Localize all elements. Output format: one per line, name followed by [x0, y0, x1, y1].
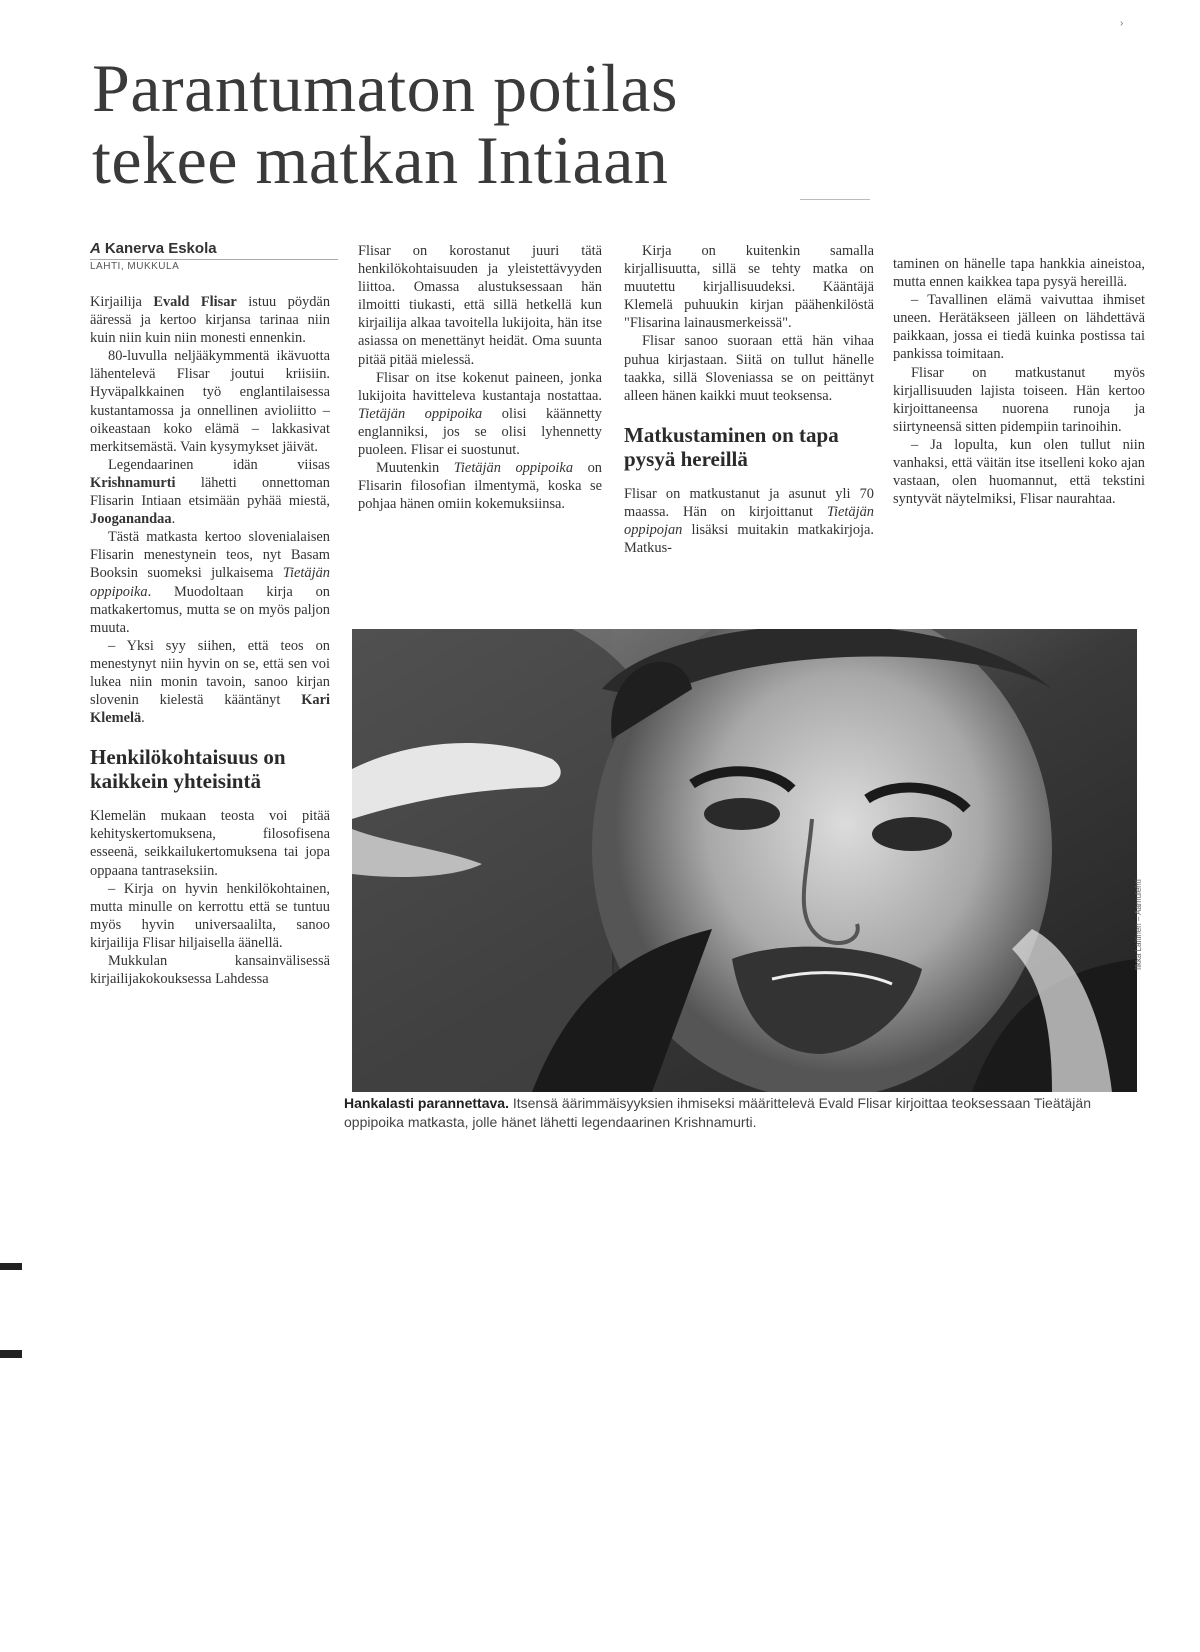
headline-line-2: tekee matkan Intiaan — [92, 122, 669, 198]
corner-mark: › — [1120, 18, 1124, 29]
byline-location: LAHTI, MUKKULA — [90, 259, 338, 272]
byline-author — [90, 240, 338, 257]
author-name: Kanerva Eskola — [104, 240, 217, 257]
paragraph: Kirjailija Evald Flisar istuu pöydän ääressä ja kertoo kirjansa tarinaa niin kuin niin kuin niin monesti ennenkin. — [90, 294, 331, 347]
scan-edge-mark — [0, 1350, 22, 1358]
paragraph: – Ja lopulta, kun olen tullut niin vanhaksi, että väitän itse itselleni koko ajan vastaan, olen huomannut, että tekstini syntyvät näytelmiksi, Flisar naurahtaa. — [893, 436, 1145, 508]
author-portrait-photo — [352, 629, 1137, 1092]
headline-rule — [800, 199, 870, 200]
paragraph: Klemelän mukaan teosta voi pitää kehityskertomuksena, filosofisena esseenä, seikkailukertomuksena tai jopa oppaana tantraseksiin. — [90, 808, 330, 879]
headline — [92, 52, 892, 196]
paragraph: taminen on hänelle tapa hankkia aineistoa, mutta ennen kaikkea tapa pysyä hereillä. — [893, 256, 1145, 291]
scan-edge-mark — [0, 1263, 22, 1270]
photo-credit: Ilkka Laitinen – Aamulehti — [1134, 879, 1143, 970]
portrait-illustration — [352, 629, 1137, 1092]
paragraph: Flisar sanoo suoraan että hän vihaa puhua kirjastaan. Siitä on tullut hänelle taakka, sillä Sloveniassa se on peittänyt alleen hänen kaikki muut teoksensa. — [624, 333, 874, 404]
paragraph: – Kirja on hyvin henkilökohtainen, mutta minulle on kerrottu että se tuntuu myös hyvin universaalilta, sanoo kirjailija Flisar hiljaisella äänellä. — [90, 880, 330, 951]
paragraph: Flisar on matkustanut myös kirjallisuuden lajista toiseen. Hän kertoo kirjoittaneensa nuorena runoja ja siirtyneensä sitten pidempiin tarinoihin. — [893, 364, 1145, 435]
newspaper-logo-icon: A — [90, 240, 101, 257]
caption-lead: Hankalasti parannettava. — [344, 1095, 509, 1111]
subheading: Henkilökohtaisuus on kaikkein yhteisintä — [90, 745, 286, 794]
article-column-2 — [358, 242, 602, 513]
caption-text: Itsensä äärimmäisyyksien ihmiseksi määrittelevä Evald Flisar kirjoittaa teoksessaan Tieätäjän oppipoika matkasta, jolle hänet lähetti legendaarinen Krishnamurti. — [344, 1095, 1091, 1130]
paragraph: Mukkulan kansainvälisessä kirjailijakokouksessa Lahdessa — [90, 953, 330, 988]
paragraph: Tästä matkasta kertoo slovenialaisen Flisarin menestynein teos, nyt Basam Booksin suomeksi julkaisema Tietäjän oppipoika. Muodoltaan kirja on matkakertomus, mutta se on myös paljon muuta. — [90, 529, 330, 636]
paragraph: Kirja on kuitenkin samalla kirjallisuutta, sillä se tehty matka on muutettu kirjallisuudeksi. Kääntäjä Klemelä puhuukin kirjan päähenkilöstä "Flisarina lainausmerkeissä". — [624, 243, 874, 332]
subheading: Matkustaminen on tapa pysyä hereillä — [624, 422, 839, 471]
paragraph: – Tavallinen elämä vaivuttaa ihmiset uneen. Herätäkseen jälleen on lähdettävä paikkaan, jossa ei tiedä kuinka postissa tai pankissa toimitaan. — [893, 292, 1145, 363]
headline-line-1: Parantumaton potilas — [92, 50, 679, 126]
article-column-3 — [624, 242, 874, 557]
paragraph: Flisar on korostanut juuri tätä henkilökohtaisuuden ja yleistettävyyden liittoa. Omassa alustuksessaan hän ilmoitti tiukasti, että sillä hetkellä kun kirjailija alkaa tavoitella lukijoita, hän itse asiassa on menettänyt heidät. Oma suunta pitää pitää mielessä. — [358, 243, 602, 368]
paragraph: Legendaarinen idän viisas Krishnamurti lähetti onnettoman Flisarin Intiaan etsimään pyhää miestä, Jooganandaa. — [90, 456, 330, 528]
paragraph: Muutenkin Tietäjän oppipoika on Flisarin filosofian ilmentymä, koska se pohjaa hänen omiin kokemuksiinsa. — [358, 460, 602, 513]
paragraph: Flisar on matkustanut ja asunut yli 70 maassa. Hän on kirjoittanut Tietäjän oppipojan lisäksi muitakin matkakirjoja. Matkus- — [624, 485, 874, 557]
article-column-1 — [90, 293, 330, 988]
paragraph: 80-luvulla neljääkymmentä ikävuotta lähentelevä Flisar joutui kriisiin. Hyväpalkkainen työ englantilaisessa kustantamossa ja onnellinen avioliitto – oikeastaan koko elämä – lakkasivat merkitsemästä. Vain kysymykset jäivät. — [90, 348, 330, 455]
paragraph: Flisar on itse kokenut paineen, jonka lukijoita havitteleva kustantaja nostattaa. Tietäjän oppipoika olisi käännetty englanniksi, jos se olisi lyhennetty puoleen. Flisar ei suostunut. — [358, 369, 602, 459]
paragraph: – Yksi syy siihen, että teos on menestynyt niin hyvin on se, että sen voi lukea niin monin tavoin, sanoo kirjan slovenin kielestä kääntänyt Kari Klemelä. — [90, 637, 330, 727]
photo-caption — [344, 1094, 1134, 1132]
article-column-4 — [893, 255, 1145, 508]
byline — [90, 240, 338, 272]
